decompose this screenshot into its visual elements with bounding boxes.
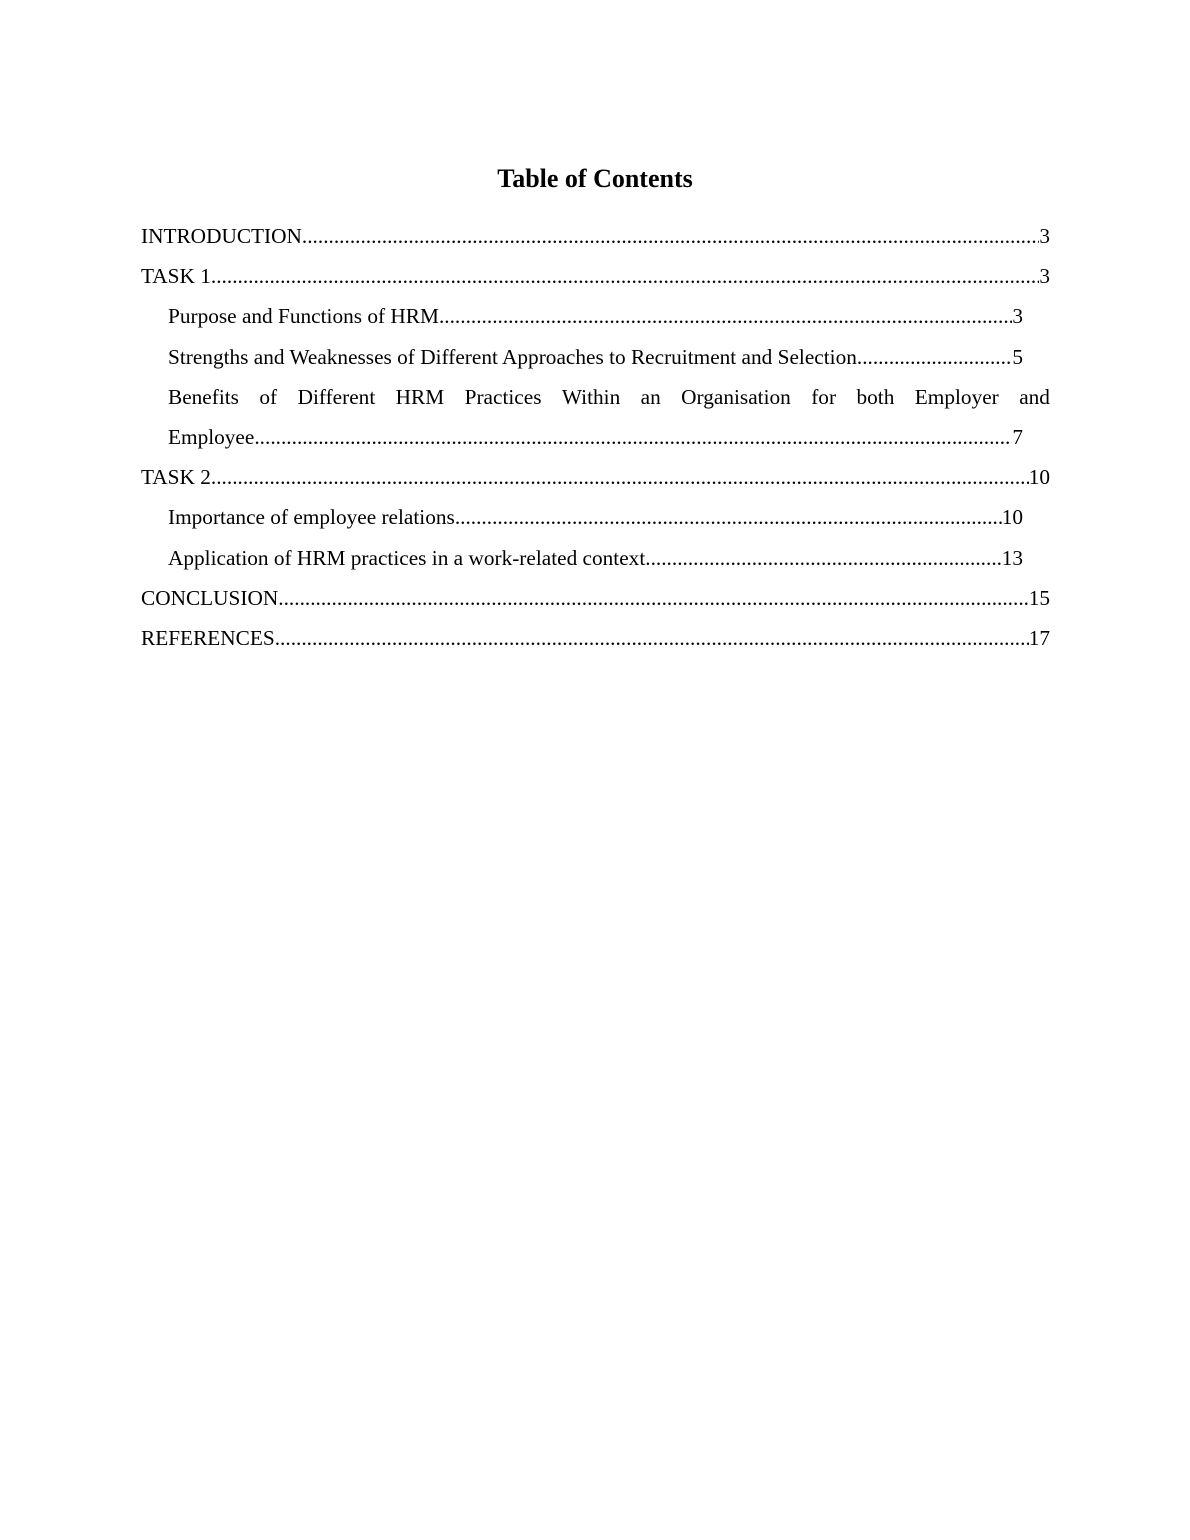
toc-page-number: 13 <box>1001 545 1023 570</box>
toc-entry-benefits-hrm-practices[interactable] <box>168 377 1050 457</box>
toc-page-number: 3 <box>1039 224 1050 248</box>
dot-leader <box>211 256 1039 296</box>
toc-entry-label: Purpose and Functions of HRM <box>168 304 439 329</box>
toc-entry-employee-relations[interactable] <box>168 497 1023 537</box>
dot-leader <box>302 216 1039 256</box>
dot-leader <box>278 578 1028 618</box>
dot-leader <box>857 337 1012 377</box>
dot-leader <box>439 296 1012 336</box>
toc-page-number: 10 <box>1028 465 1050 490</box>
toc-page-number: 3 <box>1012 304 1023 329</box>
toc-entry-label: Importance of employee relations <box>168 505 455 530</box>
dot-leader <box>275 618 1029 658</box>
toc-page-number: 5 <box>1012 344 1023 369</box>
dot-leader <box>211 457 1029 497</box>
toc-entry-label: TASK 1 <box>141 264 211 289</box>
toc-entry-purpose-functions-hrm[interactable] <box>168 296 1023 336</box>
toc-title: Table of Contents <box>497 164 693 193</box>
toc-entry-label: TASK 2 <box>141 465 211 490</box>
toc-entry-strengths-weaknesses[interactable] <box>168 337 1023 377</box>
toc-entry-label: Strengths and Weaknesses of Different Approaches to Recruitment and Selection <box>168 344 857 369</box>
toc-page-number: 17 <box>1028 625 1050 650</box>
toc-entry-label-line-1: Benefits of Different HRM Practices Within an Organisation for both Employer and <box>168 384 1050 409</box>
toc-entry-label: REFERENCES <box>141 625 275 650</box>
toc-entry-introduction[interactable] <box>141 216 1050 256</box>
toc-entry-label: Application of HRM practices in a work-related context <box>168 545 646 570</box>
table-of-contents <box>141 216 1050 658</box>
toc-entry-label-line-2: Employee <box>168 424 255 449</box>
toc-page-number: 7 <box>1012 424 1023 449</box>
toc-entry-task-1[interactable] <box>141 256 1050 296</box>
toc-entry-references[interactable] <box>141 618 1050 658</box>
toc-entry-conclusion[interactable] <box>141 578 1050 618</box>
dot-leader <box>455 497 1002 537</box>
toc-entry-label: INTRODUCTION <box>141 224 302 248</box>
toc-page-number: 3 <box>1039 264 1050 289</box>
toc-page-number: 15 <box>1028 585 1050 610</box>
toc-page-number: 10 <box>1001 505 1023 530</box>
toc-entry-task-2[interactable] <box>141 457 1050 497</box>
toc-entry-label: CONCLUSION <box>141 585 279 610</box>
toc-entry-application-hrm-practices[interactable] <box>168 538 1023 578</box>
dot-leader <box>645 538 1001 578</box>
dot-leader <box>254 417 1012 457</box>
